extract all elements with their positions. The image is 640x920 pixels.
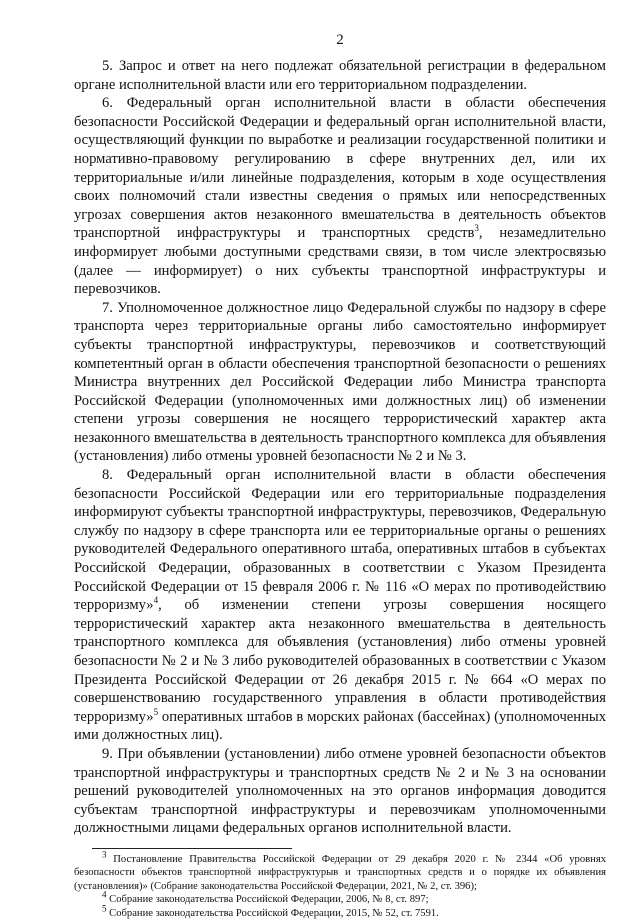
paragraph-7 <box>74 299 606 466</box>
footnote-marker: 5 <box>102 903 107 914</box>
footnote-5 <box>74 903 606 920</box>
footnote-3 <box>74 849 606 893</box>
document-body <box>74 57 606 838</box>
paragraph-text: 5. Запрос и ответ на него подлежат обязательной регистрации в федеральном органе исполнительной власти или его территориальном подразделении. <box>74 58 606 93</box>
footnote-text: Постановление Правительства Российской Федерации от 29 декабря 2020 г. № 2344 «Об уровнях безопасности объектов транспортной инфраструктурыв и транспортных средств и о порядке их объявления (установления)» (Собрание законодательства Российской Федерации, 2021, № 2, ст. 396); <box>74 853 606 892</box>
paragraph-text: , об изменении степени угрозы совершения носящего террористический характер акта незаконного вмешательства в деятельность транспортного комплекса для объявления (установления) либо отмены уровней безопасности № 2 и № 3 либо руководителей образованных в соответствии с Указом Президента Российской Федерации от 26 декабря 2015 г. № 664 «О мерах по совершенствованию государственного управления в области противодействия терроризму» <box>74 597 606 725</box>
paragraph-text: , незамедлительно информирует любыми доступными средствами связи, в том числе электросвязью (далее — информирует) о них субъекты транспортной инфраструктуры и перевозчиков. <box>74 225 606 298</box>
paragraph-text: 9. При объявлении (установлении) либо отмене уровней безопасности объектов транспортной инфраструктуры и транспортных средств № 2 и № 3 на основании решений руководителей уполномоченных на это органов информация доводится субъектам транспортной инфраструктуры и перевозчикам уполномоченными должностными лицами федеральных органов исполнительной власти. <box>74 745 606 837</box>
paragraph-6 <box>74 94 606 299</box>
footnote-marker: 4 <box>102 889 107 900</box>
paragraph-5 <box>74 57 606 94</box>
page-number: 2 <box>336 32 344 48</box>
footnote-reference: 3 <box>474 223 479 234</box>
footnote-text: Собрание законодательства Российской Федерации, 2006, № 8, ст. 897; <box>106 894 429 906</box>
footnote-divider <box>92 848 292 849</box>
footnote-reference: 5 <box>153 706 159 717</box>
paragraph-text: 8. Федеральный орган исполнительной власти в области обеспечения безопасности Российской Федерации или его территориальные подразделения информируют субъекты транспортной инфраструктуры, перевозчиков, Федеральную службу по надзору в сфере транспорта или ее территориальные органы о решениях руководителей Федерального оперативного штаба, оперативных штабов в субъектах Российской Федерации, образованных в соответствии с Указом Президента Российской Федерации от 15 февраля 2006 г. № 116 «О мерах по противодействию терроризму» <box>74 467 606 614</box>
footnote-reference: 4 <box>153 595 159 606</box>
paragraph-text: 7. Уполномоченное должностное лицо Федеральной службы по надзору в сфере транспорта через территориальные органы либо самостоятельно информирует субъекты транспортной инфраструктуры, перевозчиков и соответствующий компетентный орган в области обеспечения транспортной безопасности о решениях Министра внутренних дел Российской Федерации либо Министра транспорта Российской Федерации (уполномоченных ими должностных лиц) об изменении степени угрозы совершения не носящего террористический характер акта незаконного вмешательства в деятельность транспортного комплекса для объявления (установления) либо отмены уровней безопасности № 2 и № 3. <box>74 299 606 465</box>
paragraph-text: оперативных штабов в морских районах (бассейнах) (уполномоченных ими должностных лиц). <box>74 708 606 744</box>
paragraph-8 <box>74 466 606 745</box>
footnote-text: Собрание законодательства Российской Федерации, 2015, № 52, ст. 7591. <box>106 907 439 919</box>
paragraph-text: 6. Федеральный орган исполнительной власти в области обеспечения безопасности Российской Федерации и федеральный орган исполнительной власти, осуществляющий функции по выработке и реализации государственной политики и нормативно-правовому регулированию в сфере внутренних дел, или их территориальные и/или линейные подразделения, которым в ходе осуществления своих полномочий стали известны сведения о прямых или непосредственных угрозах совершения актов незаконного вмешательства в деятельность объектов транспортной инфраструктуры и транспортных средств <box>74 95 606 242</box>
footnote-marker: 3 <box>102 849 107 860</box>
footnotes <box>74 849 606 920</box>
paragraph-9 <box>74 745 606 838</box>
